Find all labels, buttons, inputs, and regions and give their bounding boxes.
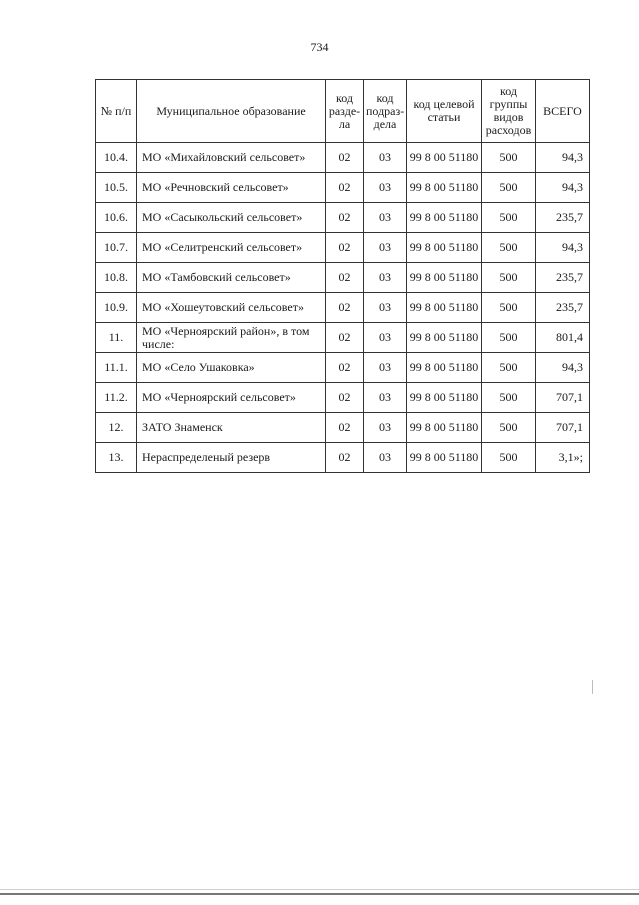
header-target-code: код целевой статьи (407, 80, 482, 143)
table-row (96, 203, 590, 233)
row-expense-group-code: 500 (482, 143, 536, 173)
row-num: 10.8. (96, 263, 137, 293)
row-municipality: МО «Хошеутовский сельсовет» (137, 293, 326, 323)
row-section-code: 02 (326, 443, 364, 473)
row-num: 13. (96, 443, 137, 473)
row-section-code: 02 (326, 173, 364, 203)
row-expense-group-code: 500 (482, 443, 536, 473)
row-section-code: 02 (326, 293, 364, 323)
row-target-code: 99 8 00 51180 (407, 263, 482, 293)
row-municipality: МО «Черноярский сельсовет» (137, 383, 326, 413)
row-num: 11. (96, 323, 137, 353)
row-target-code: 99 8 00 51180 (407, 143, 482, 173)
row-total: 3,1»; (536, 443, 590, 473)
row-num: 10.6. (96, 203, 137, 233)
row-target-code: 99 8 00 51180 (407, 293, 482, 323)
row-section-code: 02 (326, 413, 364, 443)
row-subsection-code: 03 (364, 353, 407, 383)
row-subsection-code: 03 (364, 293, 407, 323)
row-target-code: 99 8 00 51180 (407, 353, 482, 383)
header-section-code: код разде-ла (326, 80, 364, 143)
row-num: 11.2. (96, 383, 137, 413)
row-subsection-code: 03 (364, 203, 407, 233)
row-municipality: МО «Сасыкольский сельсовет» (137, 203, 326, 233)
row-section-code: 02 (326, 323, 364, 353)
row-municipality: ЗАТО Знаменск (137, 413, 326, 443)
row-num: 10.5. (96, 173, 137, 203)
row-expense-group-code: 500 (482, 173, 536, 203)
row-target-code: 99 8 00 51180 (407, 233, 482, 263)
table-row (96, 353, 590, 383)
row-total: 94,3 (536, 173, 590, 203)
row-subsection-code: 03 (364, 143, 407, 173)
row-expense-group-code: 500 (482, 233, 536, 263)
row-total: 235,7 (536, 293, 590, 323)
row-subsection-code: 03 (364, 443, 407, 473)
row-expense-group-code: 500 (482, 413, 536, 443)
row-municipality: МО «Речновский сельсовет» (137, 173, 326, 203)
row-num: 12. (96, 413, 137, 443)
row-subsection-code: 03 (364, 323, 407, 353)
table-row (96, 323, 590, 353)
row-subsection-code: 03 (364, 233, 407, 263)
row-expense-group-code: 500 (482, 353, 536, 383)
row-num: 10.9. (96, 293, 137, 323)
table-row (96, 293, 590, 323)
page-bottom-edge (0, 893, 639, 895)
row-total: 94,3 (536, 353, 590, 383)
row-total: 94,3 (536, 233, 590, 263)
row-expense-group-code: 500 (482, 383, 536, 413)
row-section-code: 02 (326, 263, 364, 293)
row-subsection-code: 03 (364, 383, 407, 413)
row-target-code: 99 8 00 51180 (407, 443, 482, 473)
row-municipality: МО «Михайловский сельсовет» (137, 143, 326, 173)
table-row (96, 443, 590, 473)
row-total: 235,7 (536, 263, 590, 293)
row-target-code: 99 8 00 51180 (407, 383, 482, 413)
table-row (96, 233, 590, 263)
row-expense-group-code: 500 (482, 323, 536, 353)
row-expense-group-code: 500 (482, 293, 536, 323)
row-target-code: 99 8 00 51180 (407, 413, 482, 443)
table-row (96, 143, 590, 173)
row-municipality: МО «Черноярский район», в том числе: (137, 323, 326, 353)
row-municipality: Нераспределеный резерв (137, 443, 326, 473)
row-section-code: 02 (326, 203, 364, 233)
row-total: 707,1 (536, 413, 590, 443)
row-section-code: 02 (326, 143, 364, 173)
row-municipality: МО «Село Ушаковка» (137, 353, 326, 383)
row-expense-group-code: 500 (482, 263, 536, 293)
row-section-code: 02 (326, 233, 364, 263)
header-municipality: Муниципальное образование (137, 80, 326, 143)
allocation-table (95, 79, 590, 473)
table-row (96, 383, 590, 413)
row-total: 801,4 (536, 323, 590, 353)
row-num: 10.7. (96, 233, 137, 263)
header-total: ВСЕГО (536, 80, 590, 143)
header-subsection-code: код подраз-дела (364, 80, 407, 143)
row-target-code: 99 8 00 51180 (407, 173, 482, 203)
table-row (96, 413, 590, 443)
header-expense-group-code: код группы видов расходов (482, 80, 536, 143)
row-section-code: 02 (326, 353, 364, 383)
row-target-code: 99 8 00 51180 (407, 203, 482, 233)
table-row (96, 173, 590, 203)
row-municipality: МО «Селитренский сельсовет» (137, 233, 326, 263)
row-total: 94,3 (536, 143, 590, 173)
row-total: 707,1 (536, 383, 590, 413)
row-num: 10.4. (96, 143, 137, 173)
row-subsection-code: 03 (364, 173, 407, 203)
row-municipality: МО «Тамбовский сельсовет» (137, 263, 326, 293)
row-total: 235,7 (536, 203, 590, 233)
row-subsection-code: 03 (364, 413, 407, 443)
page-edge-shadow (0, 889, 639, 890)
row-target-code: 99 8 00 51180 (407, 323, 482, 353)
scan-artifact (592, 680, 593, 694)
page-number: 734 (310, 40, 329, 54)
row-section-code: 02 (326, 383, 364, 413)
row-subsection-code: 03 (364, 263, 407, 293)
table-row (96, 263, 590, 293)
row-num: 11.1. (96, 353, 137, 383)
table-header-row (96, 80, 590, 143)
row-expense-group-code: 500 (482, 203, 536, 233)
header-num: № п/п (96, 80, 137, 143)
